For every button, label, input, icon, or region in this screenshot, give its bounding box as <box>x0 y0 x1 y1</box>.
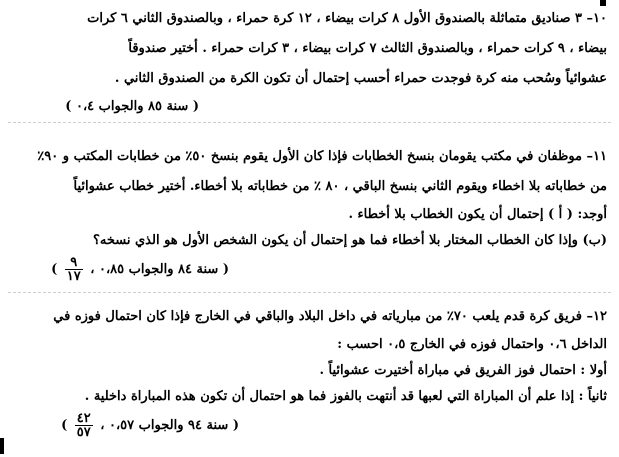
problem-11-line-4: (ب) وإذا كان الخطاب المختار بلا أخطاء فما هو إحتمال أن يكون الشخص الأول هو الذي نسخه؟ <box>92 233 607 248</box>
scan-mark <box>600 0 606 6</box>
problem-11-line-3: أوجد: ( أ ) إحتمال أن يكون الخطاب بلا أخطاء . <box>348 207 607 222</box>
problem-12-line-2: الداخل ٠،٦ واحتمال فوزه في الخارج ٠،٥ احسب : <box>337 337 607 352</box>
problem-12-answer-text: ( سنة ٩٤ والجواب ٠،٥٧ ، <box>100 418 239 433</box>
problem-11-answer-text: ( سنة ٨٤ والجواب ٠،٨٥ ، <box>90 262 229 277</box>
fraction-denominator: ١٧ <box>66 269 81 284</box>
closing-paren: ) <box>61 418 68 433</box>
answer-fraction <box>75 412 93 439</box>
closing-paren: ) <box>51 262 58 277</box>
problem-10-line-3: عشوائياً وسُحب منه كرة فوجدت حمراء أحسب إحتمال أن تكون الكرة من الصندوق الثاني . <box>114 71 607 86</box>
problem-10-answer: ( سنة ٨٥ والجواب ٠،٤ ) <box>65 99 199 114</box>
answer-fraction <box>65 256 83 283</box>
problem-11-line-2: من خطاباته بلا اخطاء ويقوم الثاني بنسخ الباقي ، ٨٠ ٪ من خطاباته بلا أخطاء. أختير خطاب عشوائياً <box>73 179 607 194</box>
divider <box>8 292 611 293</box>
divider <box>8 122 611 123</box>
scan-mark <box>0 438 4 454</box>
problem-10-line-2: بيضاء ، ٩ كرات حمراء ، وبالصندوق الثالث ٧ كرات بيضاء ، ٣ كرات حمراء . أختير صندوقاً <box>128 41 607 56</box>
problem-11-line-1: ١١– موظفان في مكتب يقومان بنسخ الخطابات فإذا كان الأول يقوم بنسخ ٥٠٪ من خطابات المكتب و ٩٠٪ <box>37 149 607 164</box>
problem-12-line-1: ١٢– فريق كرة قدم يلعب ٧٠٪ من مبارياته في داخل البلاد والباقي في الخارج فإذا كان احتمال فوزه في <box>53 309 607 324</box>
problem-10-line-1: ١٠– ٣ صناديق متماثلة بالصندوق الأول ٨ كرات بيضاء ، ١٢ كرة حمراء ، وبالصندوق الثاني ٦ كرات <box>87 11 607 26</box>
fraction-numerator: ٩ <box>65 256 83 270</box>
problem-12-line-4: ثانياً : إذا علم أن المباراة التي لعبها قد أنتهت بالفوز فما هو احتمال أن تكون هذه المباراة داخلية . <box>84 389 607 404</box>
problem-11-answer <box>51 256 229 283</box>
fraction-denominator: ٥٧ <box>76 425 91 440</box>
problem-12-answer <box>61 412 239 439</box>
fraction-numerator: ٤٢ <box>76 411 91 426</box>
problem-12-line-3: أولا : احتمال فوز الفريق في مباراة أختيرت عشوائياً . <box>319 363 607 378</box>
